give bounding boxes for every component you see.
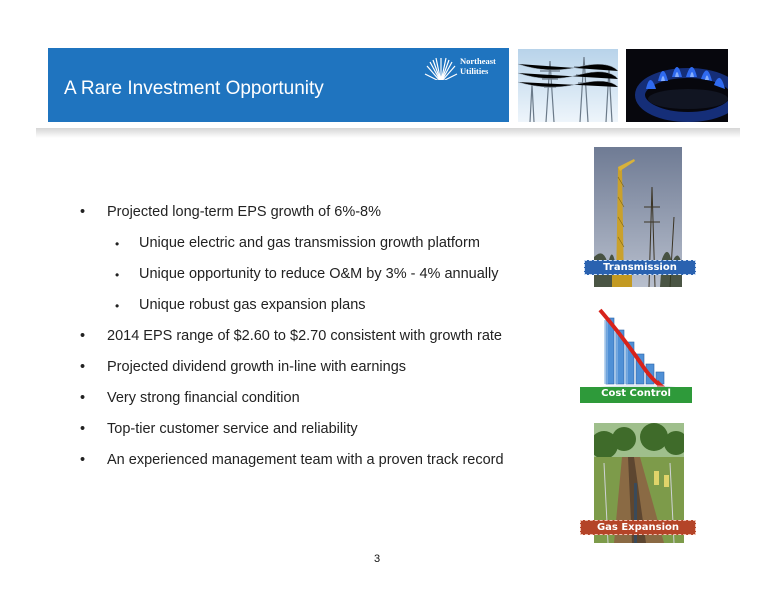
bullet-text: Top-tier customer service and reliability [107, 421, 358, 437]
sunburst-logo-icon [424, 52, 458, 86]
bullet-text: Projected dividend growth in-line with earnings [107, 359, 407, 375]
logo-text [460, 56, 496, 76]
logo-line-2: Utilities [460, 66, 489, 76]
bullet-text: Projected long-term EPS growth of 6%-8% [107, 204, 382, 220]
header-shadow-divider [36, 128, 740, 138]
bullet-text: Unique electric and gas transmission growth platform [139, 235, 480, 251]
bullet-marker: • [115, 299, 120, 313]
blue-gas-flame-photo [626, 49, 728, 122]
page-title: A Rare Investment Opportunity [64, 78, 324, 99]
bullet-marker: • [80, 452, 86, 468]
bullet-text: Unique robust gas expansion plans [139, 297, 366, 313]
bullet-text: An experienced management team with a proven track record [107, 452, 504, 468]
bullet-marker: • [80, 390, 86, 406]
bullet-text: Very strong financial condition [107, 390, 300, 406]
bullet-marker: • [80, 204, 86, 220]
bullet-marker: • [115, 268, 120, 282]
bullet-marker: • [80, 421, 86, 437]
logo-line-1: Northeast [460, 56, 496, 66]
bullet-marker: • [115, 237, 120, 251]
power-transmission-towers-photo [518, 49, 618, 122]
transmission-caption: Transmission [584, 260, 696, 275]
bullet-text: Unique opportunity to reduce O&M by 3% - 4% annually [139, 266, 499, 282]
bullet-marker: • [80, 359, 86, 375]
cost-control-caption: Cost Control [580, 387, 692, 403]
page-number: 3 [374, 553, 381, 565]
gas-expansion-caption: Gas Expansion [580, 520, 696, 535]
bullet-text: 2014 EPS range of $2.60 to $2.70 consistent with growth rate [107, 328, 502, 344]
bullet-marker: • [80, 328, 86, 344]
